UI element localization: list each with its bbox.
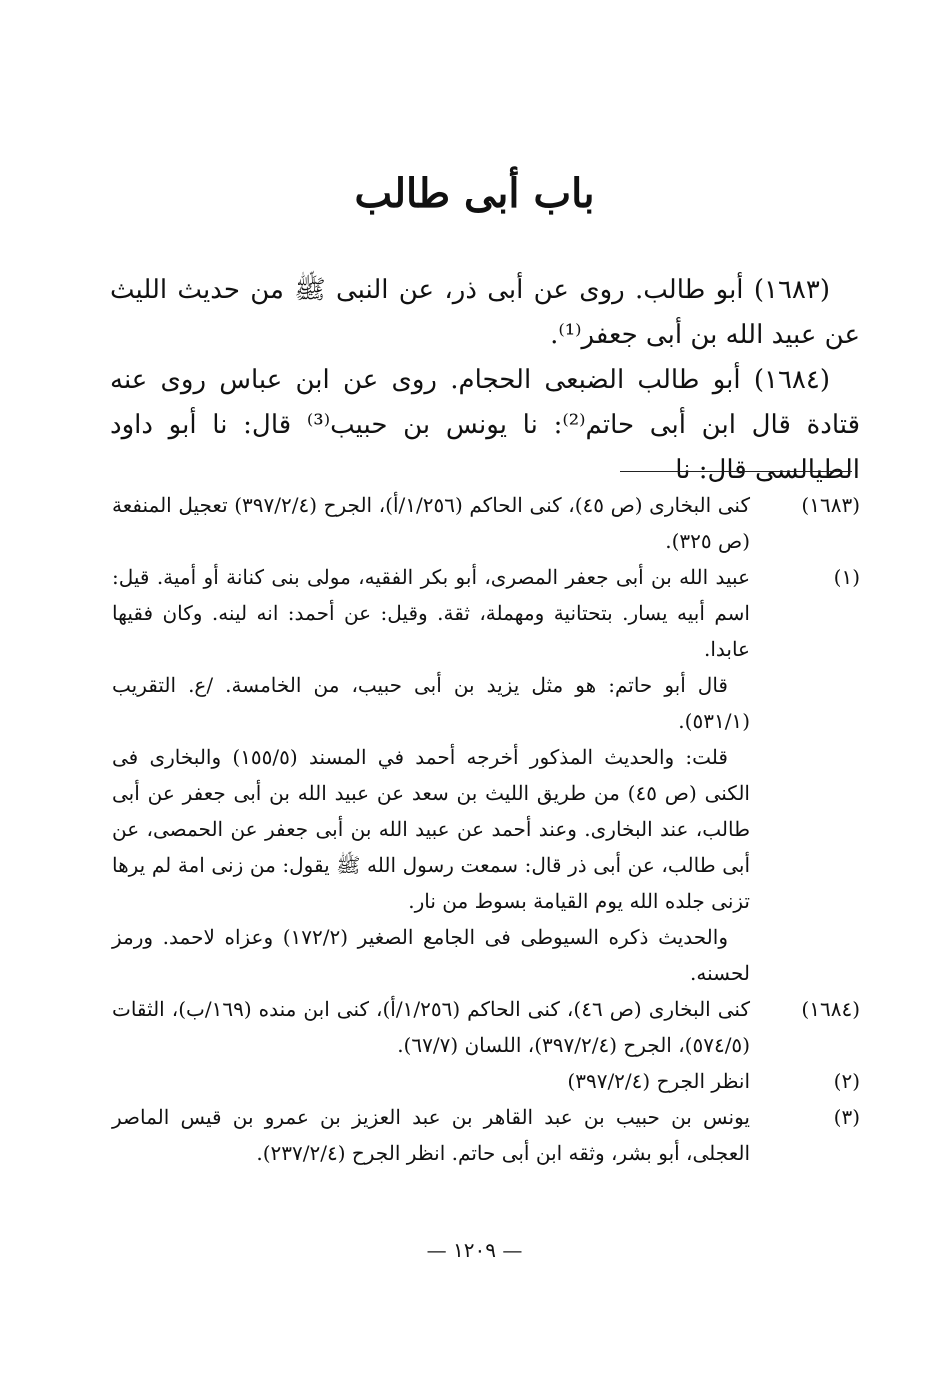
footnote-text: عبيد الله بن أبى جعفر المصرى، أبو بكر الفقيه، مولى بنى كنانة أو أمية. قيل: اسم أبيه يسار. بتحتانية ومهملة، ثقة. وقيل: عن أحمد: انه لينه. وكان فقيها عابدا. bbox=[112, 565, 750, 661]
footnote-divider bbox=[620, 471, 852, 472]
entry-1683: (١٦٨٣) أبو طالب. روى عن أبى ذر، عن النبى ﷺ من حديث الليث عن عبيد الله بن أبى جعفر⁽¹⁾. bbox=[110, 275, 860, 350]
footnote-text: قلت: والحديث المذكور أخرجه أحمد في المسند (١٥٥/٥) والبخارى فى الكنى (ص ٤٥) من طريق الليث بن سعد عن عبيد الله بن أبى جعفر عن أبى طالب، عند البخارى. وعند أحمد عن عبيد الله بن أبى جعفر عن الحمصى، عن أبى طالب، عن أبى ذر قال: سمعت رسول الله ﷺ يقول: من زنى امة لم يرها تزنى جلده الله يوم القيامة بسوط من نار. bbox=[112, 745, 750, 913]
footnote-text: والحديث ذكره السيوطى فى الجامع الصغير (١٧٢/٢) وعزاه لاحمد. ورمز لحسنه. bbox=[112, 925, 750, 985]
footnote-number: (٢) bbox=[833, 1069, 860, 1093]
footnote-text: كنى البخارى (ص ٤٥)، كنى الحاكم (١/٢٥٦/أ)، الجرح (٣٩٧/٢/٤) تعجيل المنفعة (ص ٣٢٥). bbox=[112, 493, 750, 553]
footnote-text: انظر الجرح (٣٩٧/٢/٤) bbox=[567, 1069, 750, 1093]
entry-1684: (١٦٨٤) أبو طالب الضبعى الحجام. روى عن ابن عباس روى عنه قتادة قال ابن أبى حاتم⁽²⁾: نا يونس بن حبيب⁽³⁾ قال: نا أبو داود الطيالسى قال: نا bbox=[110, 365, 861, 485]
main-text bbox=[110, 268, 860, 493]
footnote-1683 bbox=[112, 487, 860, 559]
footnote-3 bbox=[112, 1099, 860, 1171]
footnote-2 bbox=[112, 1063, 860, 1099]
footnote-number: (١٦٨٤) bbox=[801, 997, 860, 1021]
footnote-text: كنى البخارى (ص ٤٦)، كنى الحاكم (١/٢٥٦/أ)، كنى ابن منده (١٦٩/ب)، الثقات (٥٧٤/٥)، الجرح (٣٩٧/٢/٤)، اللسان (٦٧/٧). bbox=[112, 997, 750, 1057]
chapter-title: باب أبى طالب bbox=[354, 170, 595, 217]
page-number: — ١٢٠٩ — bbox=[426, 1238, 523, 1262]
footnote-1684 bbox=[112, 991, 860, 1063]
footnotes bbox=[112, 487, 860, 1171]
footnote-number: (٣) bbox=[833, 1105, 860, 1129]
footnote-number: (١٦٨٣) bbox=[801, 493, 860, 517]
footnote-1 bbox=[112, 559, 860, 991]
footnote-number: (١) bbox=[833, 565, 860, 589]
footnote-text: قال أبو حاتم: هو مثل يزيد بن أبى حبيب، من الخامسة. /ع. التقريب (٥٣١/١). bbox=[112, 673, 750, 733]
footnote-text: يونس بن حبيب بن عبد القاهر بن عبد العزيز بن عمرو بن قيس الماصر العجلى، أبو بشر، وثقه ابن أبى حاتم. انظر الجرح (٢٣٧/٢/٤). bbox=[112, 1105, 750, 1165]
